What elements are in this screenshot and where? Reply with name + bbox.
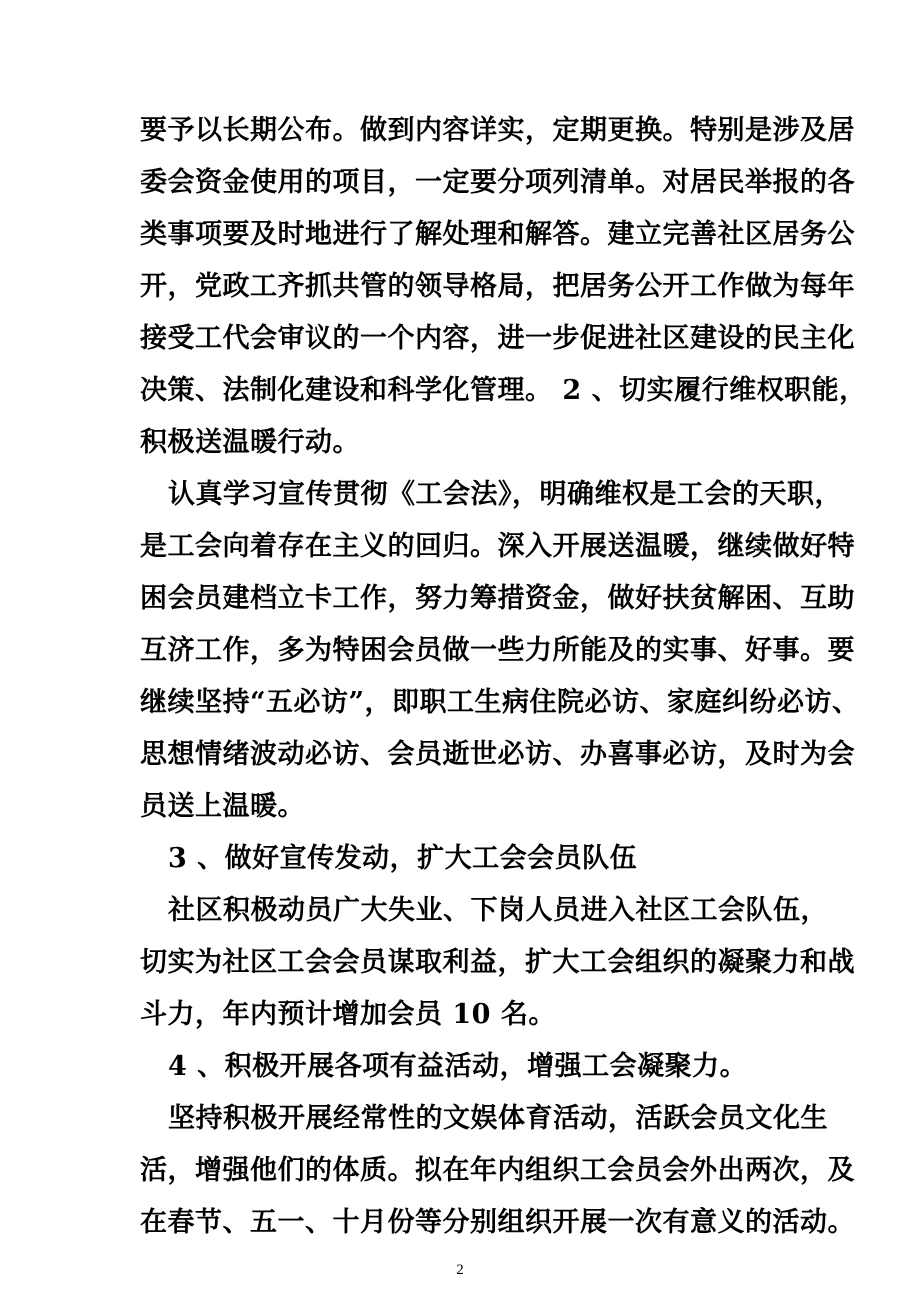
text-line-22: 在春节、五一、十月份等分别组织开展一次有意义的活动。 bbox=[140, 1207, 855, 1238]
text-line-9: 是工会向着存在主义的回归。深入开展送温暖，继续做好特 bbox=[140, 531, 855, 562]
text-line-18: 斗力，年内预计增加会员 10 名。 bbox=[140, 999, 556, 1030]
text-line-4: 开，党政工齐抓共管的领导格局，把居务公开工作做为每年 bbox=[140, 271, 855, 302]
text-line-2: 委会资金使用的项目，一定要分项列清单。对居民举报的各 bbox=[140, 167, 855, 198]
page-number: 2 bbox=[456, 1262, 464, 1278]
text-line-16: 社区积极动员广大失业、下岗人员进入社区工会队伍， bbox=[168, 895, 828, 926]
text-line-8: 认真学习宣传贯彻《工会法》，明确维权是工会的天职， bbox=[168, 479, 842, 510]
text-line-10: 困会员建档立卡工作，努力筹措资金，做好扶贫解困、互助 bbox=[140, 583, 855, 614]
text-line-13: 思想情绪波动必访、会员逝世必访、办喜事必访，及时为会 bbox=[140, 739, 855, 770]
text-line-11: 互济工作，多为特困会员做一些力所能及的实事、好事。要 bbox=[140, 635, 855, 666]
text-line-20: 坚持积极开展经常性的文娱体育活动，活跃会员文化生 bbox=[168, 1103, 828, 1134]
text-line-12: 继续坚持“五必访”，即职工生病住院必访、家庭纠纷必访、 bbox=[140, 687, 860, 718]
text-line-21: 活，增强他们的体质。拟在年内组织工会员会外出两次，及 bbox=[140, 1155, 855, 1186]
text-line-5: 接受工代会审议的一个内容，进一步促进社区建设的民主化 bbox=[140, 323, 855, 354]
text-line-1: 要予以长期公布。做到内容详实，定期更换。特别是涉及居 bbox=[140, 115, 855, 146]
text-line-14: 员送上温暖。 bbox=[140, 791, 305, 822]
section-heading-3: 3 、做好宣传发动，扩大工会会员队伍 bbox=[168, 843, 638, 874]
text-line-7: 积极送温暖行动。 bbox=[140, 427, 360, 458]
section-heading-4: 4 、积极开展各项有益活动，增强工会凝聚力。 bbox=[168, 1051, 748, 1082]
text-line-6: 决策、法制化建设和科学化管理。 2 、切实履行维权职能， bbox=[140, 375, 867, 406]
text-line-3: 类事项要及时地进行了解处理和解答。建立完善社区居务公 bbox=[140, 219, 855, 250]
text-line-17: 切实为社区工会会员谋取利益，扩大工会组织的凝聚力和战 bbox=[140, 947, 855, 978]
